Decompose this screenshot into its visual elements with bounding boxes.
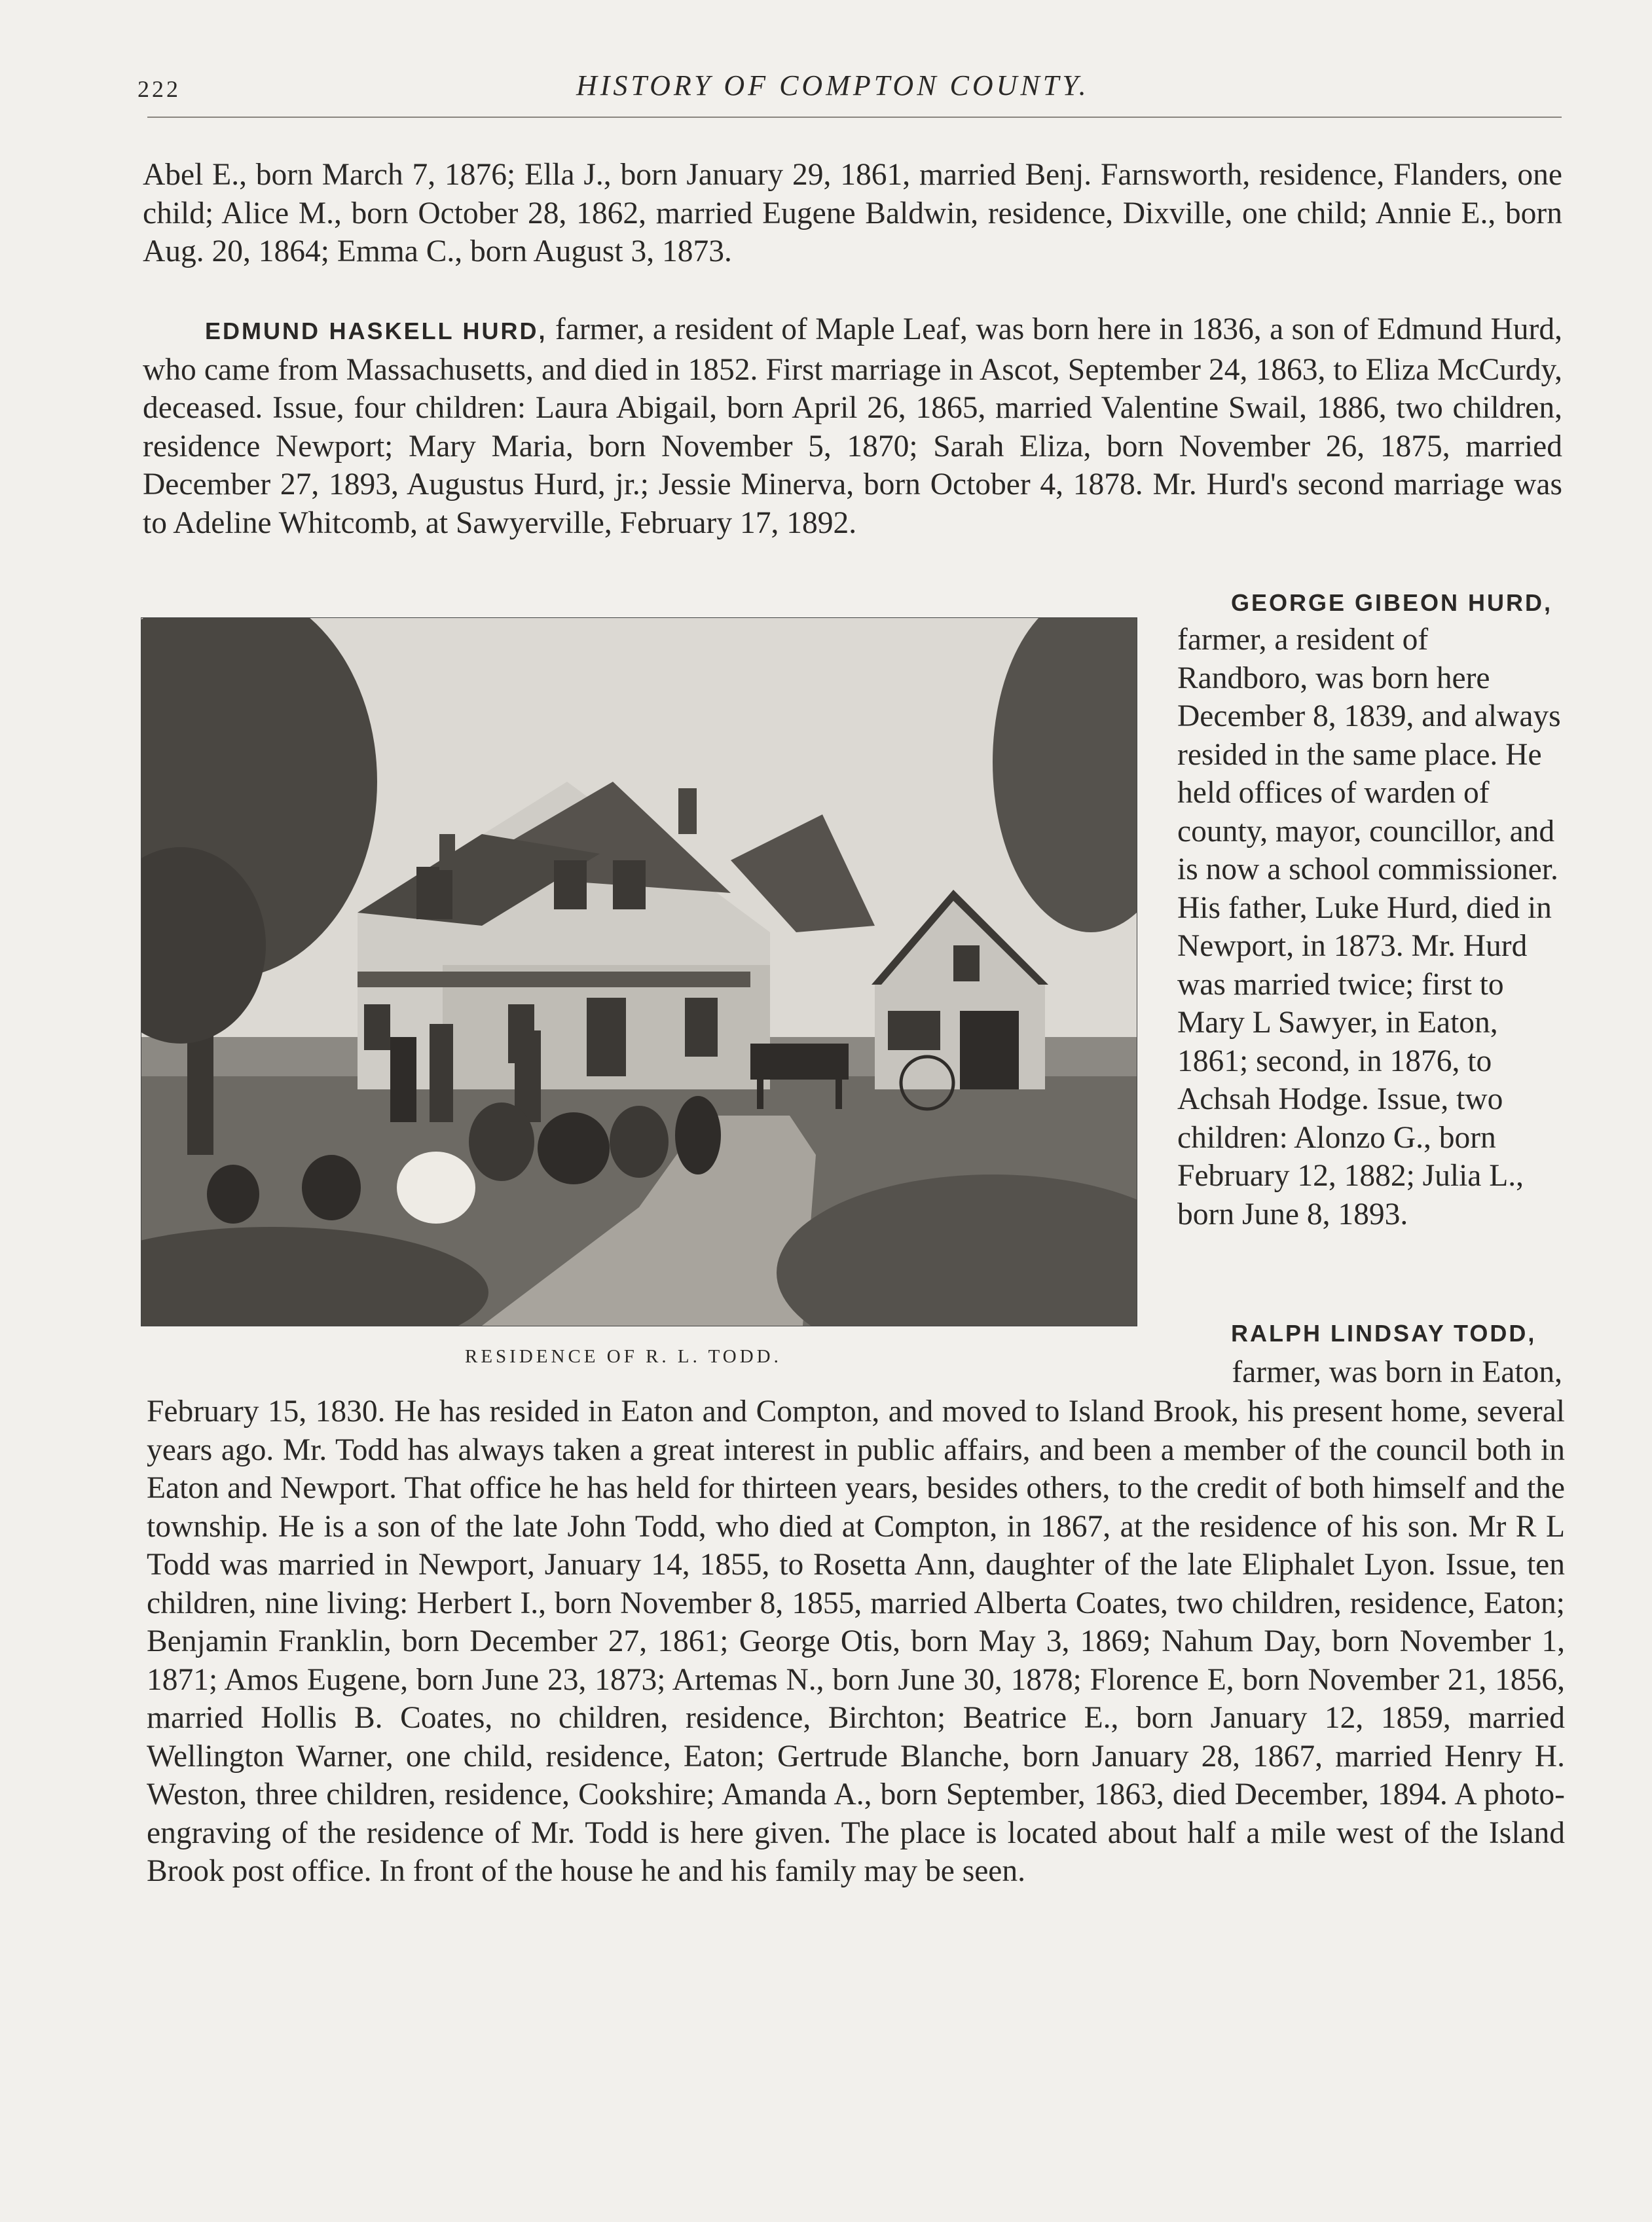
header-rule — [147, 117, 1562, 118]
entry-george-text: farmer, a resident of Randboro, was born here December 8, 1839, and always resided in the same place. He held offices of warden of county, mayor, councillor, and is now a school commissioner. His father, Luke Hurd, died in Newport, in 1873. Mr. Hurd was married twice; first to Mary L Sawyer, in Eaton, 1861; second, in 1876, to Achsah Hodge. Issue, two children: Alonzo G., born February 12, 1882; Julia L., born June 8, 1893. — [1177, 623, 1561, 1231]
entry-ralph-text: February 15, 1830. He has resided in Eaton and Compton, and moved to Island Brook, his present home, several years ago. Mr. Todd has always taken a great interest in public affairs, and been a member of the council both in Eaton and Newport. That office he has held for thirteen years, besides others, to the credit of both himself and the township. He is a son of the late John Todd, who died at Compton, in 1867, at the residence of his son. Mr R L Todd was married in Newport, January 14, 1855, to Rosetta Ann, daughter of the late Eliphalet Lyon. Issue, ten children, nine living: Herbert I., born November 8, 1855, married Alberta Coates, two children, residence, Eaton; Benjamin Franklin, born December 27, 1861; George Otis, born May 3, 1869; Nahum Day, born November 1, 1871; Amos Eugene, born June 23, 1873; Artemas N., born June 30, 1878; Florence E, born November 21, 1856, married Hollis B. Coates, no children, residence, Birchton; Beatrice E., born January 12, 1859, married Wellington Warner, one child, residence, Eaton; Gertrude Blanche, born January 28, 1867, married Henry H. Weston, three children, residence, Cookshire; Amanda A., born September, 1863, died December, 1894. A photo-engraving of the residence of Mr. Todd is here given. The place is located about half a mile west of the Island Brook post office. In front of the house he and his family may be seen. — [147, 1394, 1565, 1888]
intro-paragraph: Abel E., born March 7, 1876; Ella J., born January 29, 1861, married Benj. Farnsworth, residence, Flanders, one child; Alice M., born October 28, 1862, married Eugene Baldwin, residence, Dixville, one child; Annie E., born Aug. 20, 1864; Emma C., born August 3, 1873. — [143, 158, 1562, 268]
page-number: 222 — [138, 76, 181, 102]
entry-ralph-first-line: farmer, was born in Eaton, — [1232, 1355, 1562, 1389]
entry-ralph-heading: RALPH LINDSAY TODD, — [1231, 1320, 1537, 1347]
entry-george-heading: GEORGE GIBEON HURD, — [1231, 589, 1553, 616]
running-title: HISTORY OF COMPTON COUNTY. — [576, 69, 1090, 101]
entry-name: EDMUND HASKELL HURD, — [205, 318, 547, 344]
residence-photo — [141, 617, 1137, 1326]
entry-text: farmer, a resident of Maple Leaf, was born here in 1836, a son of Edmund Hurd, who came from Massachusetts, and died in 1852. First marriage in Ascot, September 24, 1863, to Eliza McCurdy, deceased. Issue, four children: Laura Abigail, born April 26, 1865, married Valentine Swail, 1886, two children, residence Newport; Mary Maria, born November 5, 1870; Sarah Eliza, born November 26, 1875, married December 27, 1893, Augustus Hurd, jr.; Jessie Minerva, born October 4, 1878. Mr. Hurd's second marriage was to Adeline Whitcomb, at Sawyerville, February 17, 1892. — [143, 312, 1562, 540]
entry-edmund-hurd — [143, 310, 1562, 542]
residence-engraving — [141, 618, 1137, 1326]
photo-caption: RESIDENCE OF R. L. TODD. — [465, 1346, 782, 1367]
